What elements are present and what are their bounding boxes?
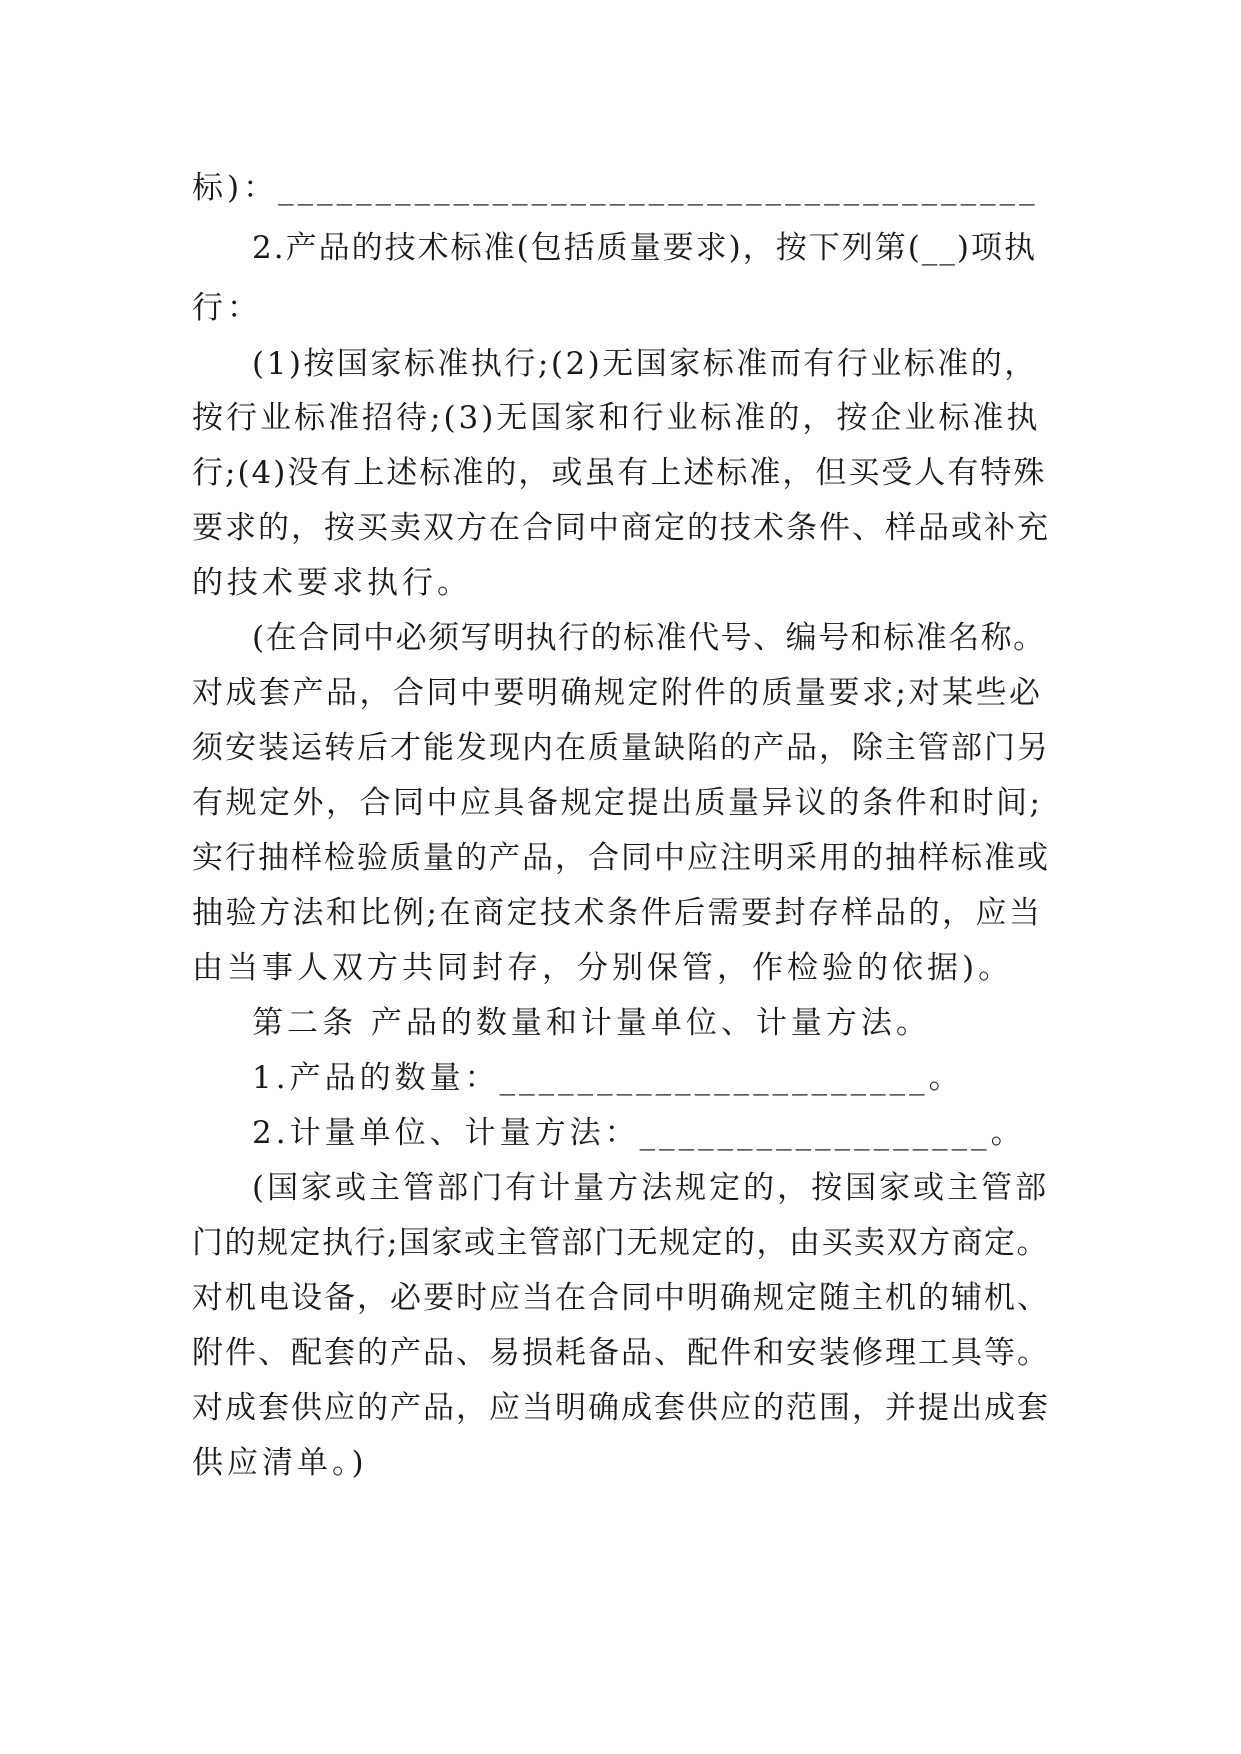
text-line: 标)：_______________________________________ <box>192 170 1039 206</box>
text-line: 由当事人双方共同封存，分别保管，作检验的依据)。 <box>192 950 1014 986</box>
text-line: (在合同中必须写明执行的标准代号、编号和标准名称。 <box>252 620 1046 656</box>
text-line: 对成套供应的产品，应当明确成套供应的范围，并提出成套 <box>192 1390 1050 1426</box>
text-line: 对成套产品，合同中要明确规定附件的质量要求;对某些必 <box>192 675 1043 711</box>
text-line: 附件、配套的产品、易损耗备品、配件和安装修理工具等。 <box>192 1335 1050 1371</box>
text-line: 对机电设备，必要时应当在合同中明确规定随主机的辅机、 <box>192 1280 1050 1316</box>
text-line: 行;(4)没有上述标准的，或虽有上述标准，但买受人有特殊 <box>192 455 1047 491</box>
text-line: 行： <box>192 290 262 326</box>
text-line: (国家或主管部门有计量方法规定的，按国家或主管部 <box>252 1170 1050 1206</box>
text-line: 2.计量单位、计量方法：__________________。 <box>252 1115 1026 1151</box>
text-line: 门的规定执行;国家或主管部门无规定的，由买卖双方商定。 <box>192 1225 1049 1261</box>
text-line: 2.产品的技术标准(包括质量要求)，按下列第(__)项执 <box>252 230 1037 266</box>
text-line: 按行业标准招待;(3)无国家和行业标准的，按企业标准执 <box>192 400 1041 436</box>
text-line: 要求的，按买卖双方在合同中商定的技术条件、样品或补充 <box>192 510 1050 546</box>
text-line: 供应清单。) <box>192 1445 368 1481</box>
text-line: 抽验方法和比例;在商定技术条件后需要封存样品的，应当 <box>192 895 1043 931</box>
text-line: (1)按国家标准执行;(2)无国家标准而有行业标准的， <box>252 346 1038 382</box>
text-line: 实行抽样检验质量的产品，合同中应注明采用的抽样标准或 <box>192 840 1050 876</box>
text-line: 第二条 产品的数量和计量单位、计量方法。 <box>252 1005 931 1041</box>
text-line: 1.产品的数量：______________________。 <box>252 1060 964 1096</box>
text-line: 的技术要求执行。 <box>192 565 472 601</box>
text-line: 有规定外，合同中应具备规定提出质量异议的条件和时间; <box>192 785 1043 821</box>
text-line: 须安装运转后才能发现内在质量缺陷的产品，除主管部门另 <box>192 730 1050 766</box>
